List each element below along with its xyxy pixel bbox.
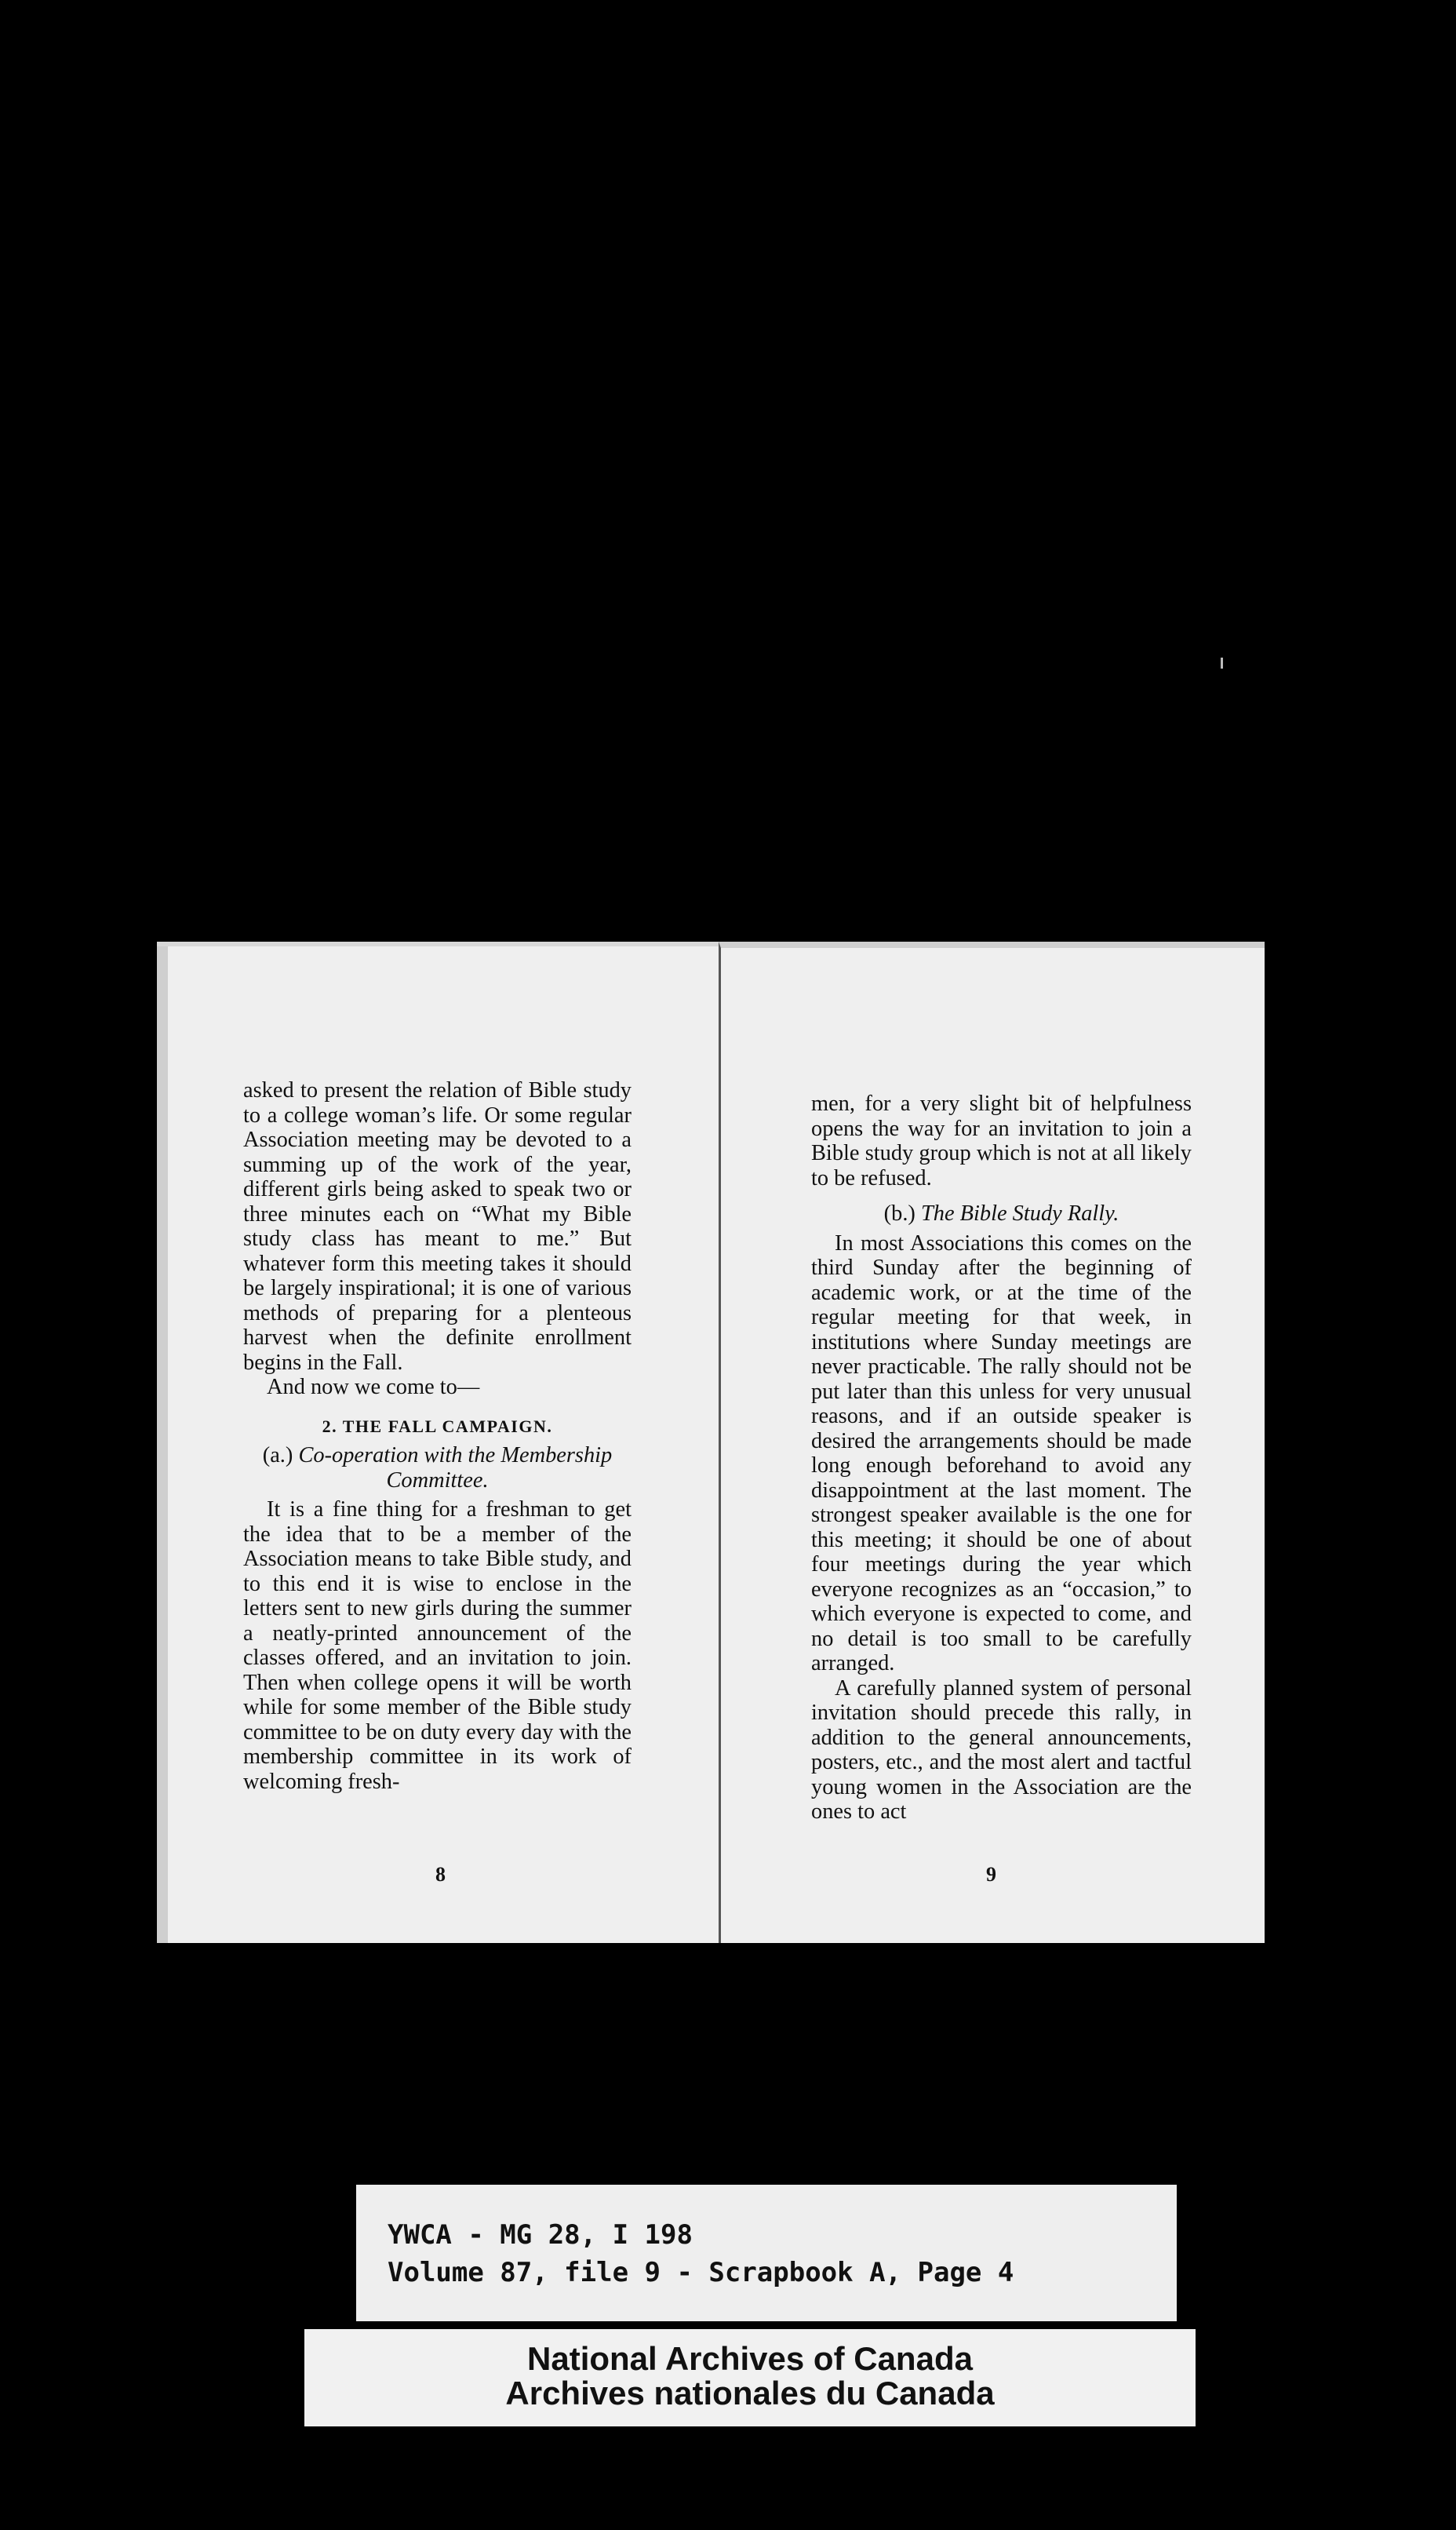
archive-name-french: Archives nationales du Canada — [505, 2375, 995, 2412]
film-speck — [1221, 658, 1223, 669]
page-number: 8 — [435, 1863, 446, 1886]
reference-line: YWCA - MG 28, I 198 — [388, 2219, 693, 2251]
left-page-text — [243, 1078, 632, 1794]
paragraph: A carefully planned system of personal invitation should precede this rally, in addition to the general announcements, posters, etc., and the most alert and tactful young women in the Association are the ones to act — [811, 1675, 1192, 1824]
archive-name-english: National Archives of Canada — [527, 2340, 973, 2377]
paragraph: men, for a very slight bit of helpfulness opens the way for an invitation to join a Bible study group which is not at all likely to be refused. — [811, 1092, 1192, 1190]
subheading — [243, 1443, 632, 1493]
archive-label — [304, 2329, 1196, 2426]
subheading — [811, 1201, 1192, 1227]
left-page — [157, 942, 719, 1943]
right-page-text — [811, 1092, 1192, 1825]
page-number: 9 — [986, 1863, 996, 1886]
reference-line: Volume 87, file 9 - Scrapbook A, Page 4 — [388, 2257, 1014, 2288]
paragraph: asked to present the relation of Bible study to a college woman’s life. Or some regular Association meeting may be devoted to a summing up of the work of the year, different girls being asked to speak two or three minutes each on “What my Bible study class has meant to me.” But whatever form this meeting takes it should be largely inspirational; it is one of various methods of preparing for a plenteous harvest when the definite enrollment begins in the Fall. — [243, 1078, 632, 1375]
paragraph: And now we come to— — [267, 1375, 480, 1399]
right-page — [719, 942, 1265, 1943]
subheading-label: (a.) — [262, 1443, 293, 1467]
subheading-title: Co-operation with the Membership Committee. — [298, 1443, 613, 1493]
subheading-title: The Bible Study Rally. — [920, 1201, 1119, 1226]
page-edge-shadow — [157, 946, 168, 1943]
book-spread — [157, 942, 1265, 1943]
reference-label — [356, 2185, 1177, 2321]
subheading-label: (b.) — [883, 1201, 915, 1226]
paragraph: It is a fine thing for a freshman to get the idea that to be a member of the Association means to take Bible study, and to this end it is wise to enclose in the letters sent to new girls during the summer a neatly-printed announcement of the classes offered, and an invitation to join. Then when college opens it will be worth while for some member of the Bible study committee to be on duty every day with the membership committee in its work of welcoming fresh- — [243, 1497, 632, 1794]
paragraph: In most Associations this comes on the third Sunday after the beginning of academic work, or at the time of the regular meeting for that week, in institutions where Sunday meetings are never practicable. The rally should not be put later than this unless for very unusual reasons, and if an outside speaker is desired the arrangements should be made long enough beforehand to avoid any disappointment at the last moment. The strongest speaker available is the one for this meeting; it should be one of about four meetings during the year which everyone recognizes as an “occasion,” to which everyone is expected to come, and no detail is too small to be carefully arranged. — [811, 1230, 1192, 1675]
section-heading: 2. THE FALL CAMPAIGN. — [322, 1416, 553, 1436]
